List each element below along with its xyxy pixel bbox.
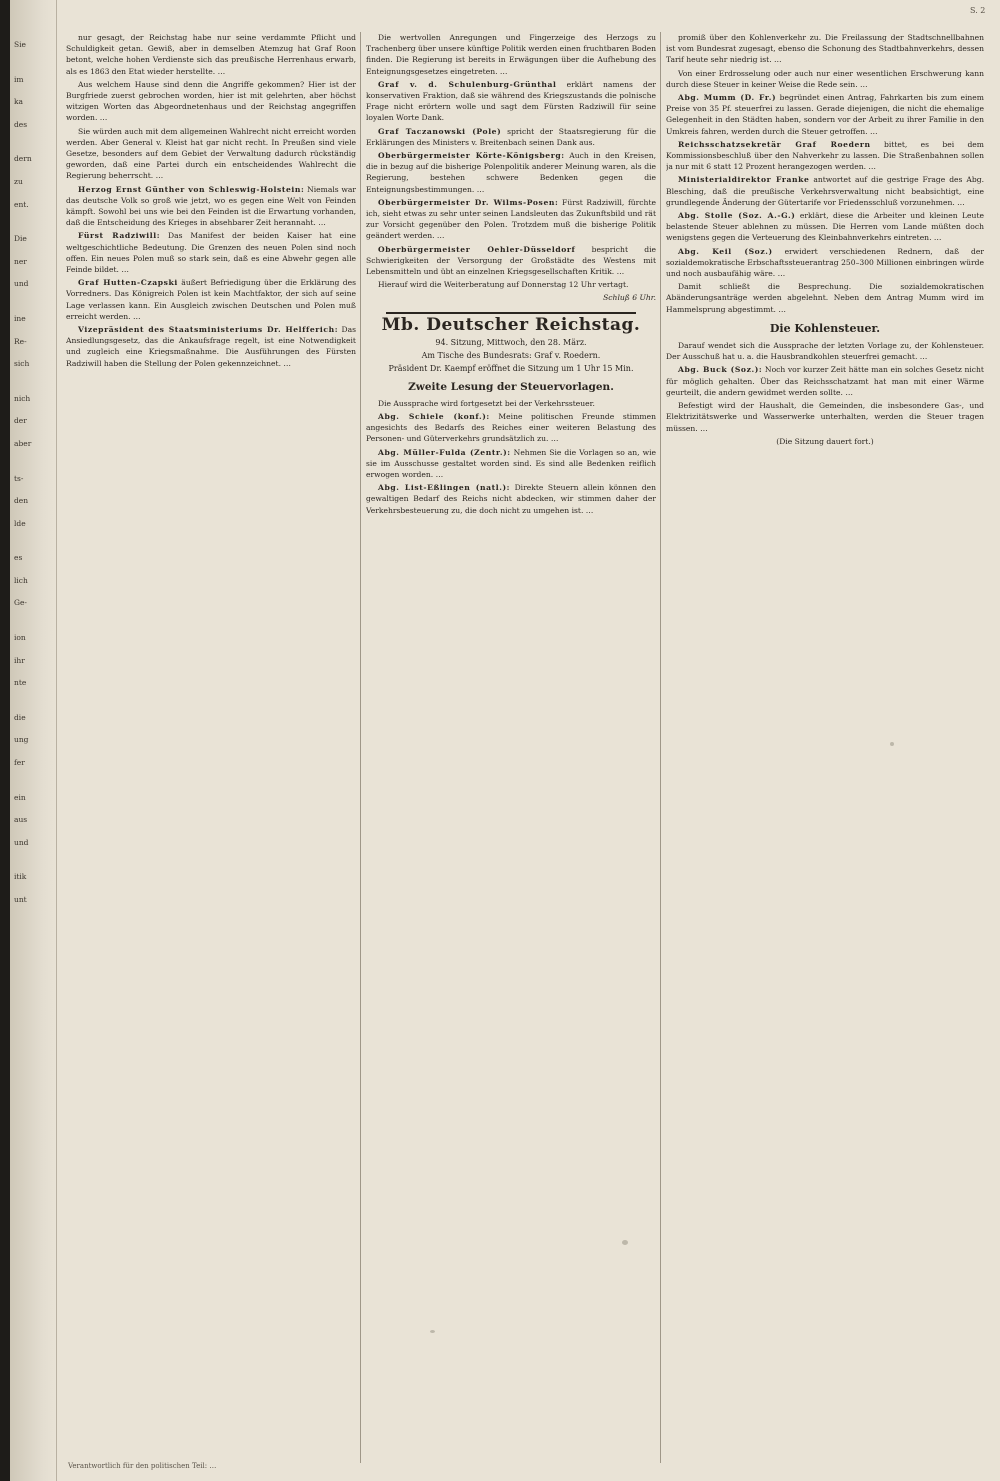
margin-fragment: Re- bbox=[14, 336, 27, 346]
coal-tax-heading: Die Kohlensteuer. bbox=[769, 321, 881, 335]
margin-fragment: Die bbox=[14, 234, 27, 244]
article-paragraph bbox=[666, 364, 984, 398]
speaker-name: Graf Taczanowski (Pole) bbox=[378, 126, 502, 136]
session-end: Schluß 6 Uhr. bbox=[603, 293, 656, 303]
bench-line: Am Tische des Bundesrats: Graf v. Roedern. bbox=[421, 351, 601, 361]
speaker-name: Fürst Radziwill: bbox=[78, 231, 161, 241]
article-paragraph bbox=[366, 244, 656, 278]
margin-fragment: ts- bbox=[14, 473, 24, 483]
article-paragraph bbox=[666, 32, 984, 66]
paragraph-text: bespricht die Schwierigkeiten der Versorgung der Großstädte des Westens mit Lebensmitteln und übt an einzelnen Kriegsgesellschaften Kritik. … bbox=[366, 244, 656, 277]
margin-fragment: Ge- bbox=[14, 598, 27, 608]
margin-fragment: im bbox=[14, 74, 24, 84]
paragraph-text: Meine politischen Freunde stimmen angesichts des Bedarfs des Reiches einer weiteren Belastung des Personen- und Güterverkehrs grundsätzlich zu. … bbox=[366, 411, 656, 444]
column-3 bbox=[666, 32, 984, 1463]
margin-fragment: lich bbox=[14, 575, 28, 585]
paragraph-text: Damit schließt die Besprechung. Die sozialdemokratischen Abänderungsanträge werden abgelehnt. Neben dem Antrag Mumm wird im Hammelsprung abgestimmt. … bbox=[666, 282, 984, 314]
speaker-name: Reichsschatzsekretär Graf Roedern bbox=[678, 139, 871, 149]
margin-fragment: Sie bbox=[14, 40, 26, 49]
paragraph-text: Das Manifest der beiden Kaiser hat eine weltgeschichtliche Bedeutung. Die Grenzen des neuen Polen sind noch offen. Ein neues Polen muß so stark sein, daß es eine Abwehr gegen alle Feinde bildet. … bbox=[66, 231, 356, 275]
margin-fragment: ein bbox=[14, 792, 26, 802]
article-paragraph bbox=[666, 400, 984, 434]
speaker-name: Abg. Schiele (konf.): bbox=[378, 411, 490, 421]
adjacent-page-edge bbox=[10, 0, 57, 1481]
paragraph-text: Von einer Erdrosselung oder auch nur einer wesentlichen Erschwerung kann durch diese Steuer in keiner Weise die Rede sein. … bbox=[666, 68, 984, 89]
margin-fragment: nte bbox=[14, 678, 27, 688]
margin-fragment: die bbox=[14, 712, 26, 722]
paragraph-text: äußert Befriedigung über die Erklärung des Vorredners. Das Königreich Polen ist kein Machtfaktor, der sich auf seine Lage verlassen kann. Ein Ausgleich zwischen Deutschen und Polen muß erreicht werden. … bbox=[66, 278, 356, 321]
paragraph-text: promiß über den Kohlenverkehr zu. Die Freilassung der Stadtschnellbahnen ist vom Bundesrat zugesagt, ebenso die Schonung des Stadtbahnverkehrs, dessen Tarif heute sehr niedrig ist. … bbox=[666, 33, 984, 65]
margin-fragment: ihr bbox=[14, 655, 25, 665]
article-paragraph bbox=[66, 79, 356, 124]
speaker-name: Abg. Müller-Fulda (Zentr.): bbox=[378, 447, 511, 457]
margin-fragment: ka bbox=[14, 97, 24, 107]
paper-speck bbox=[890, 742, 894, 746]
article-paragraph bbox=[666, 281, 984, 315]
article-paragraph bbox=[66, 324, 356, 369]
article-paragraph bbox=[366, 79, 656, 124]
speaker-name: Oberbürgermeister Körte-Königsberg: bbox=[378, 151, 565, 161]
paragraph-text: Befestigt wird der Haushalt, die Gemeinden, die insbesondere Gas-, und Elektrizitätswerke und Wasserwerke unterhalten, werden die Steuer tragen müssen. … bbox=[666, 401, 984, 433]
corner-mark: S. 2 bbox=[970, 6, 986, 15]
column-rule bbox=[660, 32, 661, 1463]
margin-fragment: ner bbox=[14, 256, 27, 266]
speaker-name: Abg. Buck (Soz.): bbox=[678, 365, 763, 375]
article-paragraph bbox=[366, 398, 656, 409]
margin-fragment: der bbox=[14, 416, 27, 426]
article-paragraph bbox=[666, 68, 984, 90]
speaker-name: Oberbürgermeister Oehler-Düsseldorf bbox=[378, 244, 576, 254]
margin-fragment: und bbox=[14, 837, 29, 847]
article-paragraph bbox=[366, 197, 656, 242]
column-2 bbox=[366, 32, 656, 1463]
article-paragraph bbox=[666, 246, 984, 280]
margin-fragment: aber bbox=[14, 438, 32, 448]
speaker-name: Oberbürgermeister Dr. Wilms-Posen: bbox=[378, 197, 559, 207]
speaker-name: Graf Hutten-Czapski bbox=[78, 278, 178, 288]
column-rule bbox=[360, 32, 361, 1463]
margin-fragment: dern bbox=[14, 154, 32, 164]
margin-fragment: unt bbox=[14, 895, 27, 904]
paragraph-text: Hierauf wird die Weiterberatung auf Donnerstag 12 Uhr vertagt. bbox=[378, 280, 629, 290]
article-paragraph bbox=[366, 447, 656, 481]
president-line: Präsident Dr. Kaempf eröffnet die Sitzung um 1 Uhr 15 Min. bbox=[388, 364, 634, 374]
paragraph-text: Das Ansiedlungsgesetz, das die Ankaufsfrage regelt, ist eine Notwendigkeit und zugleich eine Kriegsmaßnahme. Die Ausführungen des Fürsten Radziwill haben die Stellung der Polen gekennzeichnet. … bbox=[66, 325, 356, 368]
session-continues: (Die Sitzung dauert fort.) bbox=[776, 436, 874, 446]
paragraph-text: Sie würden auch mit dem allgemeinen Wahlrecht nicht erreicht worden werden. Aber General v. Kleist hat gar nicht recht. In Preußen sind viele Gesetze, besonders auf dem Gebiet der Verwaltung dadurch rückständig geworden, daß eine Partei durch ein entscheidendes Wahlrecht die Regierung beherrscht. … bbox=[66, 126, 356, 181]
speaker-name: Abg. Mumm (D. Fr.) bbox=[678, 93, 777, 103]
speaker-name: Abg. Keil (Soz.) bbox=[678, 246, 773, 256]
paragraph-text: Direkte Steuern allein können den gewaltigen Bedarf des Reichs nicht abdecken, wir stimmen daher der Verkehrsbesteuerung zu, die doch nicht zu umgehen ist. … bbox=[366, 483, 656, 515]
paragraph-text: Noch vor kurzer Zeit hätte man ein solches Gesetz nicht für möglich gehalten. Über das Reichsschatzamt hat man mit einer Wärme geurteilt, die andern gewidmet werden sollte. … bbox=[666, 365, 984, 397]
article-paragraph bbox=[366, 126, 656, 148]
paragraph-text: Nehmen Sie die Vorlagen so an, wie sie im Ausschusse gestaltet worden sind. Es sind alle Bedenken reiflich erwogen worden. … bbox=[366, 447, 656, 479]
speaker-name: Herzog Ernst Günther von Schleswig-Holstein: bbox=[78, 184, 305, 194]
paragraph-text: Die Aussprache wird fortgesetzt bei der Verkehrssteuer. bbox=[378, 398, 595, 408]
newspaper-page bbox=[10, 0, 1000, 1481]
session-line: 94. Sitzung, Mittwoch, den 28. März. bbox=[435, 337, 587, 347]
article-paragraph bbox=[366, 482, 656, 516]
article-paragraph bbox=[66, 277, 356, 322]
paragraph-text: Auch in den Kreisen, die in bezug auf die bisherige Polenpolitik anderer Meinung waren, als die Regierung, bestehen schwere Bedenken gegen die Enteignungsbestimmungen. … bbox=[366, 151, 656, 194]
paragraph-text: Niemals war das deutsche Volk so groß wie jetzt, wo es gegen eine Welt von Feinden kämpft. Sowohl bei uns wie bei den Feinden ist die Erwartung vorhanden, daß die Entscheidung des Krieges in absehbarer Zeit herannaht. … bbox=[66, 184, 356, 228]
margin-fragment: nich bbox=[14, 393, 31, 403]
reichstag-masthead: Mb. Deutscher Reichstag. bbox=[381, 314, 641, 335]
margin-fragment: lde bbox=[14, 518, 26, 528]
article-paragraph bbox=[66, 126, 356, 182]
article-paragraph bbox=[666, 92, 984, 137]
margin-fragment: des bbox=[14, 119, 28, 129]
margin-fragment: ion bbox=[14, 633, 26, 643]
article-paragraph bbox=[366, 411, 656, 445]
article-paragraph bbox=[66, 32, 356, 77]
paragraph-text: erwidert verschiedenen Rednern, daß der sozialdemokratische Erbschaftssteuerantrag 250–300 Millionen einbringen würde und noch ausbaufähig wäre. … bbox=[666, 246, 984, 279]
article-paragraph bbox=[66, 184, 356, 229]
speaker-name: Vizepräsident des Staatsministeriums Dr. Helfferich: bbox=[78, 325, 339, 335]
speaker-name: Abg. Stolle (Soz. A.-G.) bbox=[678, 211, 796, 221]
margin-fragment: den bbox=[14, 496, 29, 506]
paper-speck bbox=[430, 1330, 435, 1333]
margin-fragment: ent. bbox=[14, 199, 29, 209]
paragraph-text: Die wertvollen Anregungen und Fingerzeige des Herzogs zu Trachenberg über unsere künftige Politik werden einen fruchtbaren Boden finden. Die Regierung ist bereits in Erwägungen über die Aufhebung des Enteignungsgesetzes eingetreten. … bbox=[366, 33, 656, 76]
margin-fragment: zu bbox=[14, 176, 23, 186]
article-paragraph bbox=[66, 230, 356, 275]
article-paragraph bbox=[666, 210, 984, 244]
section-heading: Zweite Lesung der Steuervorlagen. bbox=[408, 381, 614, 394]
column-1 bbox=[66, 32, 356, 1463]
margin-fragment: es bbox=[14, 553, 23, 563]
paragraph-text: erklärt namens der konservativen Fraktion, daß sie während des Kriegszustands die polnische Frage nicht erörtern wolle und sagt dem Fürsten Radziwill für seine loyalen Worte Dank. bbox=[366, 79, 656, 123]
article-paragraph bbox=[666, 340, 984, 362]
section-divider bbox=[386, 312, 636, 314]
paragraph-text: bittet, es bei dem Kommissionsbeschluß über den Nahverkehr zu lassen. Die Straßenbahnen sollen ja nur mit 6 statt 12 Prozent herangezogen werden. … bbox=[666, 139, 984, 172]
paragraph-text: erklärt, diese die Arbeiter und kleinen Leute belastende Steuer ablehnen zu müssen. Die Herren vom Lande müßten doch wenigstens gegen die Verteuerung des Kleinbahnverkehrs eintreten. … bbox=[666, 211, 984, 243]
margin-fragment: sich bbox=[14, 359, 30, 369]
paragraph-text: Aus welchem Hause sind denn die Angriffe gekommen? Hier ist der Burgfriede zuerst gebrochen worden, hier ist mit gelehrten, aber höchst witzigen Worten das Abgeordnetenhaus und der Reichstag angegriffen worden. … bbox=[66, 79, 356, 123]
margin-fragment: fer bbox=[14, 758, 25, 768]
speaker-name: Abg. List-Eßlingen (natl.): bbox=[378, 483, 511, 493]
margin-fragment: ung bbox=[14, 735, 29, 745]
paragraph-text: Fürst Radziwill, fürchte ich, sieht etwas zu sehr unter seinen Landsleuten das Zukunftsbild und rät zur Vorsicht gegenüber den Polen. Trotzdem muß die bisherige Politik geändert werden. … bbox=[366, 197, 656, 241]
margin-fragment: itik bbox=[14, 872, 27, 882]
margin-fragment: ine bbox=[14, 313, 26, 323]
margin-fragment: und bbox=[14, 279, 29, 289]
paragraph-text: spricht der Staatsregierung für die Erklärungen des Ministers v. Breitenbach seinen Dank aus. bbox=[366, 126, 656, 147]
paragraph-text: antwortet auf die gestrige Frage des Abg. Blesching, daß die preußische Verkehrsverwaltung nicht beabsichtigt, eine grundlegende Änderung der Gütertarife vor Friedensschluß vorzunehmen. … bbox=[666, 175, 984, 207]
speaker-name: Ministerialdirektor Franke bbox=[678, 175, 810, 185]
paragraph-text: Darauf wendet sich die Aussprache der letzten Vorlage zu, der Kohlensteuer. Der Ausschuß hat u. a. die Hausbrandkohlen steuerfrei gemacht. … bbox=[666, 341, 984, 362]
article-paragraph bbox=[366, 279, 656, 290]
margin-fragments bbox=[14, 40, 52, 918]
article-paragraph bbox=[666, 174, 984, 208]
speaker-name: Graf v. d. Schulenburg-Grünthal bbox=[378, 79, 557, 89]
footer-line: Verantwortlich für den politischen Teil: … bbox=[68, 1462, 217, 1470]
article-paragraph bbox=[366, 32, 656, 77]
article-paragraph bbox=[366, 150, 656, 195]
paper-speck bbox=[622, 1240, 628, 1245]
margin-fragment: aus bbox=[14, 815, 28, 825]
article-paragraph bbox=[666, 139, 984, 173]
paragraph-text: nur gesagt, der Reichstag habe nur seine verdammte Pflicht und Schuldigkeit getan. Gewiß, aber in demselben Atemzug hat Graf Roon betont, welche hohen Verdienste sich das preußische Herrenhaus erwarb, als es 1863 den Etat wieder herstellte. … bbox=[66, 33, 356, 76]
paragraph-text: begründet einen Antrag, Fahrkarten bis zum einem Preise von 35 Pf. steuerfrei zu lassen. Gerade diejenigen, die nicht die ehemalige Gelegenheit in den Städten haben, sondern vor der Arbeit zu ihrer Familie in den Umkreis fahren, werden durch die Steuer getroffen. … bbox=[666, 93, 984, 136]
